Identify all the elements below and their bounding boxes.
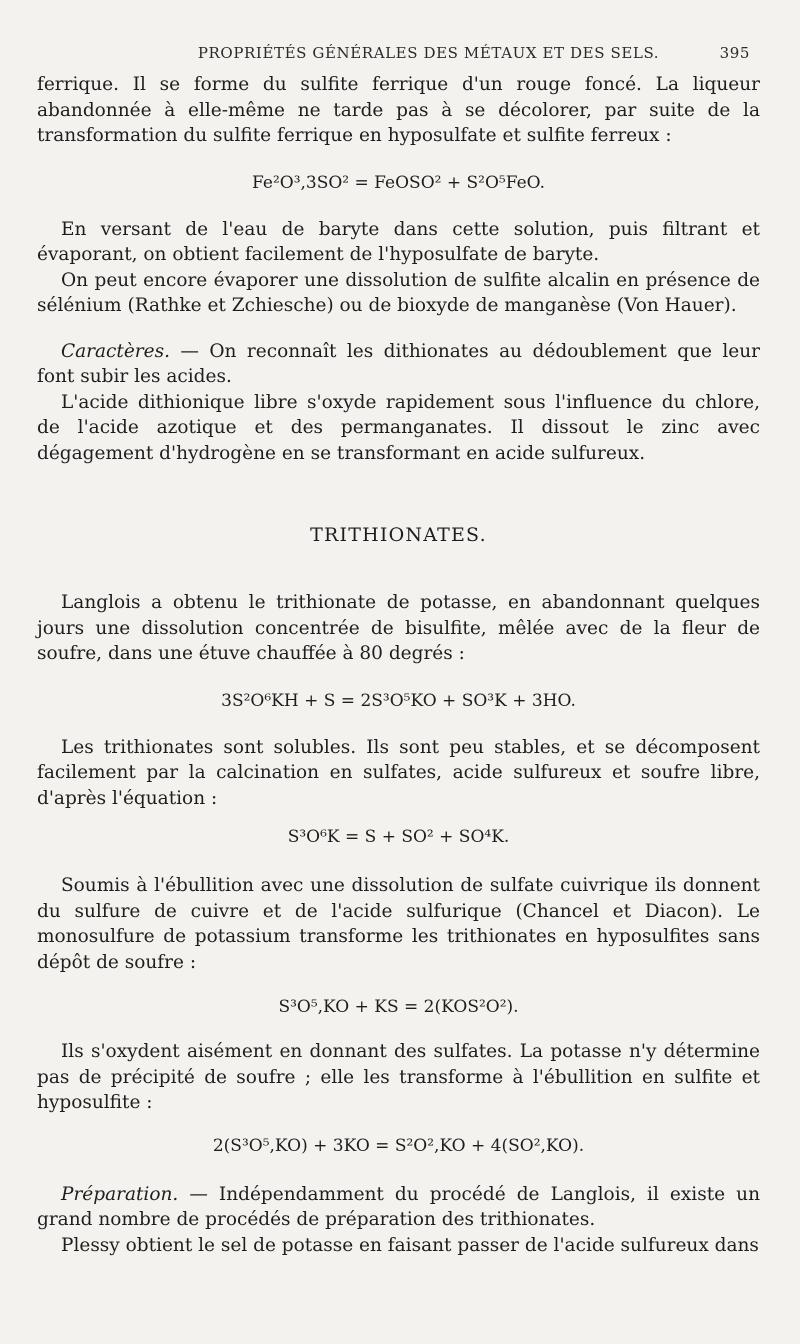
paragraph-dithionic-acid: L'acide dithionique libre s'oxyde rapidement sous l'influence du chlore, de l'acide azotique et des permanganates. Il dissout le zinc avec dégagement d'hydrogène en se transformant en acide sulfureux. xyxy=(37,391,760,464)
caracteres-label: Caractères. xyxy=(61,340,170,362)
paragraph-copper-sulfate: Soumis à l'ébullition avec une dissolution de sulfate cuivrique ils donnent du sulfure de cuivre et de l'acide sulfurique (Chancel et Diacon). Le monosulfure de potassium transforme les trithionates en hyposulfites sans dépôt de soufre : xyxy=(37,875,760,973)
paragraph-preparation xyxy=(37,1182,760,1233)
equation-monosulfide: S³O⁵,KO + KS = 2(KOS²O²). xyxy=(278,997,519,1017)
equation-calcination: S³O⁶K = S + SO² + SO⁴K. xyxy=(287,827,510,847)
preparation-label: Préparation. xyxy=(61,1183,179,1205)
paragraph-ferric-sulfite: ferrique. Il se forme du sulfite ferrique d'un rouge foncé. La liqueur abandonnée à elle-même ne tarde pas à se décolorer, par suite de la transformation du sulfite ferrique en hyposulfate et sulfite ferreux : xyxy=(37,74,760,146)
paragraph-caracteres xyxy=(37,339,760,390)
page-number: 395 xyxy=(719,44,750,62)
preparation-text: — Indépendamment du procédé de Langlois, il existe un grand nombre de procédés de préparation des trithionates. xyxy=(37,1183,760,1230)
section-title-trithionates: TRITHIONATES. xyxy=(310,524,487,546)
paragraph-baryte-water: En versant de l'eau de baryte dans cette solution, puis filtrant et évaporant, on obtient facilement de l'hyposulfate de baryte. xyxy=(37,218,760,265)
paragraph-selenium: On peut encore évaporer une dissolution de sulfite alcalin en présence de sélénium (Rathke et Zchiesche) ou de bioxyde de manganèse (Von Hauer). xyxy=(37,269,760,316)
caracteres-text: — On reconnaît les dithionates au dédoublement que leur font subir les acides. xyxy=(37,340,760,387)
equation-ferric-sulfite: Fe²O³,3SO² = FeOSO² + S²O⁵FeO. xyxy=(252,172,545,193)
equation-potash: 2(S³O⁵,KO) + 3KO = S²O²,KO + 4(SO²,KO). xyxy=(212,1135,585,1156)
equation-langlois: 3S²O⁶KH + S = 2S³O⁵KO + SO³K + 3HO. xyxy=(221,690,576,711)
running-title: PROPRIÉTÉS GÉNÉRALES DES MÉTAUX ET DES SELS. xyxy=(197,44,660,62)
running-header xyxy=(37,44,760,74)
paragraph-oxidation: Ils s'oxydent aisément en donnant des sulfates. La potasse n'y détermine pas de précipité de soufre ; elle les transforme à l'ébullition en sulfite et hyposulfite : xyxy=(37,1041,760,1113)
paragraph-trithionates-soluble: Les trithionates sont solubles. Ils sont peu stables, et se décomposent facilement par la calcination en sulfates, acide sulfureux et soufre libre, d'après l'équation : xyxy=(37,736,760,809)
paragraph-langlois: Langlois a obtenu le trithionate de potasse, en abandonnant quelques jours une dissolution concentrée de bisulfite, mêlée avec de la fleur de soufre, dans une étuve chauffée à 80 degrés : xyxy=(37,592,760,664)
paragraph-plessy: Plessy obtient le sel de potasse en faisant passer de l'acide sulfureux dans xyxy=(61,1234,759,1256)
